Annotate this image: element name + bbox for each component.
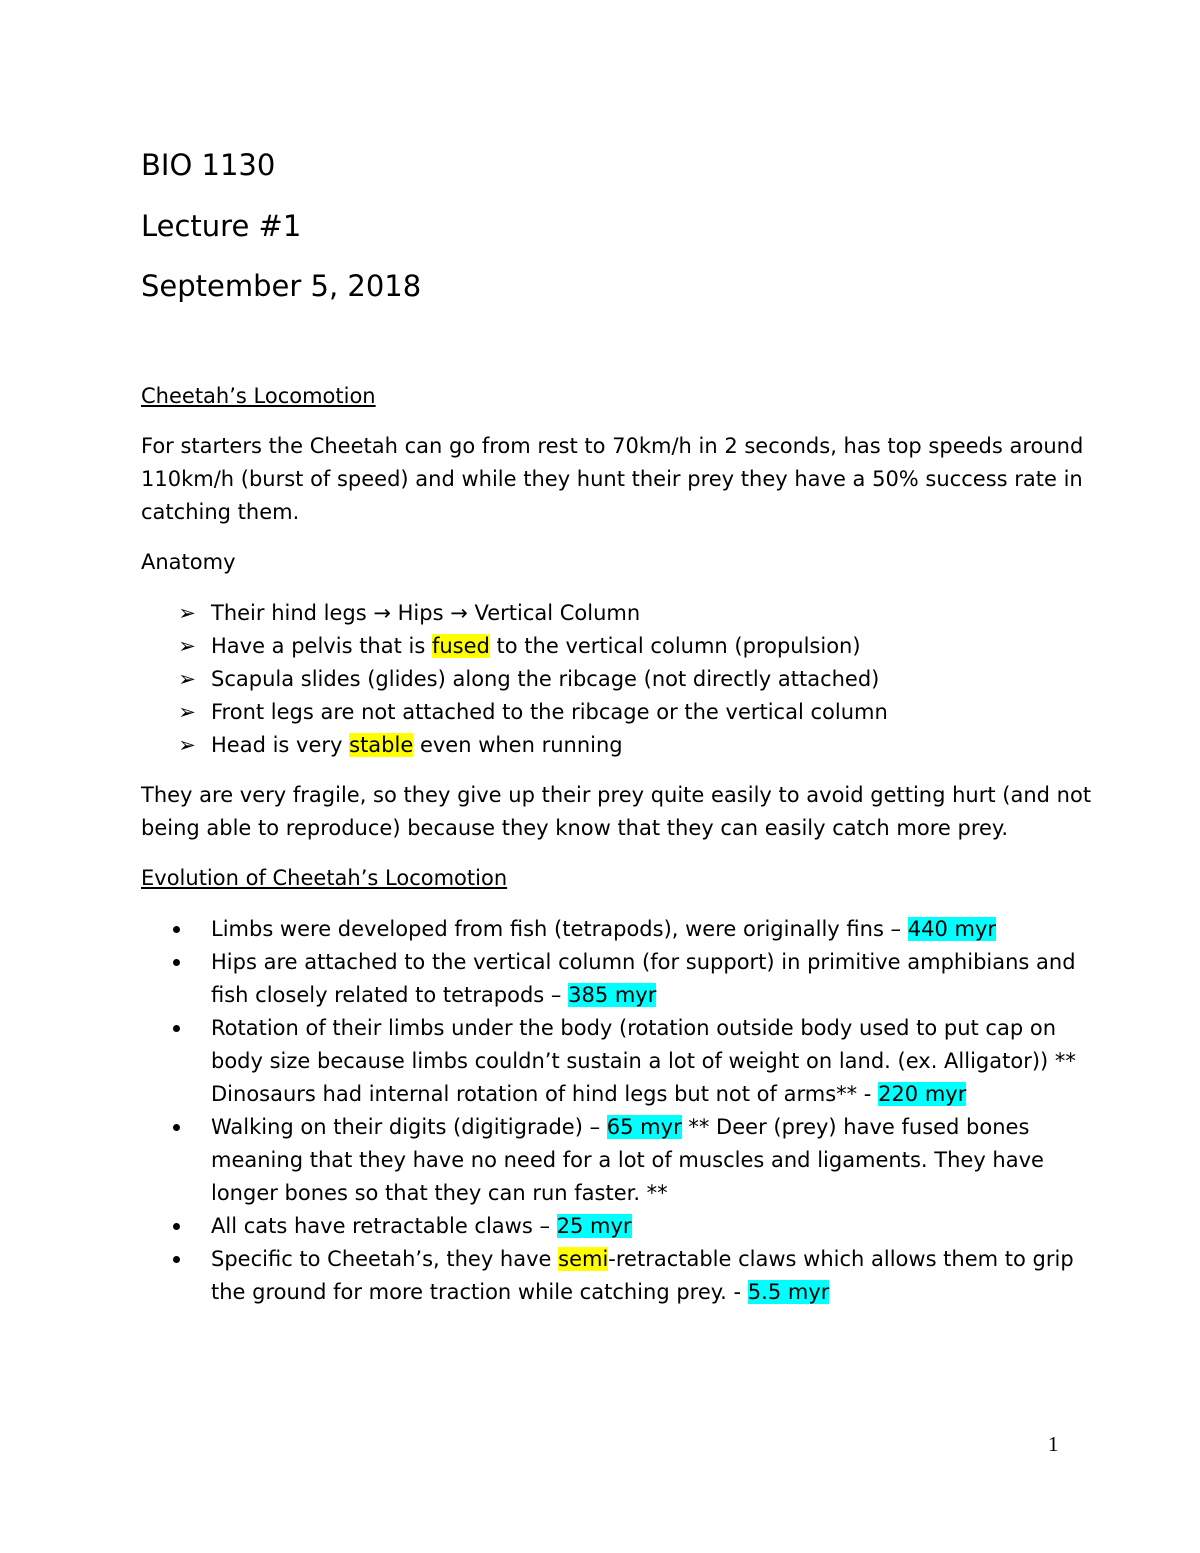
bullet-dot-icon	[173, 926, 180, 933]
arrowhead-bullet-icon: ➢	[178, 667, 196, 691]
time-badge: 25 myr	[556, 1214, 632, 1238]
arrowhead-bullet-icon: ➢	[178, 700, 196, 724]
list-item: Walking on their digits (digitigrade) – 65 myr ** Deer (prey) have fused bones meaning that they have no need for a lot of muscles and ligaments. They have longer bones so that they can run faster. **	[141, 1111, 1101, 1210]
time-badge: 5.5 myr	[747, 1280, 830, 1304]
course-title: BIO 1130	[141, 148, 276, 182]
anatomy-list	[141, 597, 1101, 762]
outro-paragraph: They are very fragile, so they give up their prey quite easily to avoid getting hurt (and not being able to reproduce) because they know that they can easily catch more prey.	[141, 783, 1092, 840]
time-badge: 220 myr	[878, 1082, 967, 1106]
intro-paragraph: For starters the Cheetah can go from rest to 70km/h in 2 seconds, has top speeds around 110km/h (burst of speed) and while they hunt their prey they have a 50% success rate in catching them.	[141, 434, 1084, 524]
time-badge: 65 myr	[606, 1115, 682, 1139]
list-item: Hips are attached to the vertical column (for support) in primitive amphibians and fish closely related to tetrapods – 385 myr	[141, 946, 1101, 1012]
highlight-yellow: semi	[558, 1247, 609, 1271]
evolution-list	[141, 913, 1101, 1309]
list-item: Specific to Cheetah’s, they have semi-retractable claws which allows them to grip the ground for more traction while catching prey. - 5.5 myr	[141, 1243, 1101, 1309]
bullet-dot-icon	[173, 1124, 180, 1131]
anatomy-subheading: Anatomy	[141, 550, 236, 574]
lecture-number: Lecture #1	[141, 209, 302, 243]
arrowhead-bullet-icon: ➢	[178, 601, 196, 625]
time-badge: 385 myr	[568, 983, 657, 1007]
highlight-yellow: fused	[431, 634, 490, 658]
page-number: 1	[1048, 1432, 1059, 1456]
list-item: ➢ Their hind legs → Hips → Vertical Column	[141, 597, 1101, 630]
document-body	[141, 380, 1101, 1309]
arrowhead-bullet-icon: ➢	[178, 634, 196, 658]
bullet-dot-icon	[173, 1223, 180, 1230]
lecture-date: September 5, 2018	[141, 269, 422, 303]
bullet-dot-icon	[173, 1025, 180, 1032]
list-item: ➢ Front legs are not attached to the ribcage or the vertical column	[141, 696, 1101, 729]
list-item: Limbs were developed from fish (tetrapods), were originally fins – 440 myr	[141, 913, 1101, 946]
arrowhead-bullet-icon: ➢	[178, 733, 196, 757]
section-heading-evolution: Evolution of Cheetah’s Locomotion	[141, 866, 508, 890]
list-item: ➢ Scapula slides (glides) along the ribcage (not directly attached)	[141, 663, 1101, 696]
bullet-dot-icon	[173, 1256, 180, 1263]
list-item: All cats have retractable claws – 25 myr	[141, 1210, 1101, 1243]
bullet-dot-icon	[173, 959, 180, 966]
section-heading-locomotion: Cheetah’s Locomotion	[141, 384, 376, 408]
list-item: ➢ Have a pelvis that is fused to the vertical column (propulsion)	[141, 630, 1101, 663]
list-item: Rotation of their limbs under the body (rotation outside body used to put cap on body size because limbs couldn’t sustain a lot of weight on land. (ex. Alligator)) ** Dinosaurs had internal rotation of hind legs but not of arms** - 220 myr	[141, 1012, 1101, 1111]
highlight-yellow: stable	[349, 733, 414, 757]
list-item: ➢ Head is very stable even when running	[141, 729, 1101, 762]
time-badge: 440 myr	[907, 917, 997, 941]
